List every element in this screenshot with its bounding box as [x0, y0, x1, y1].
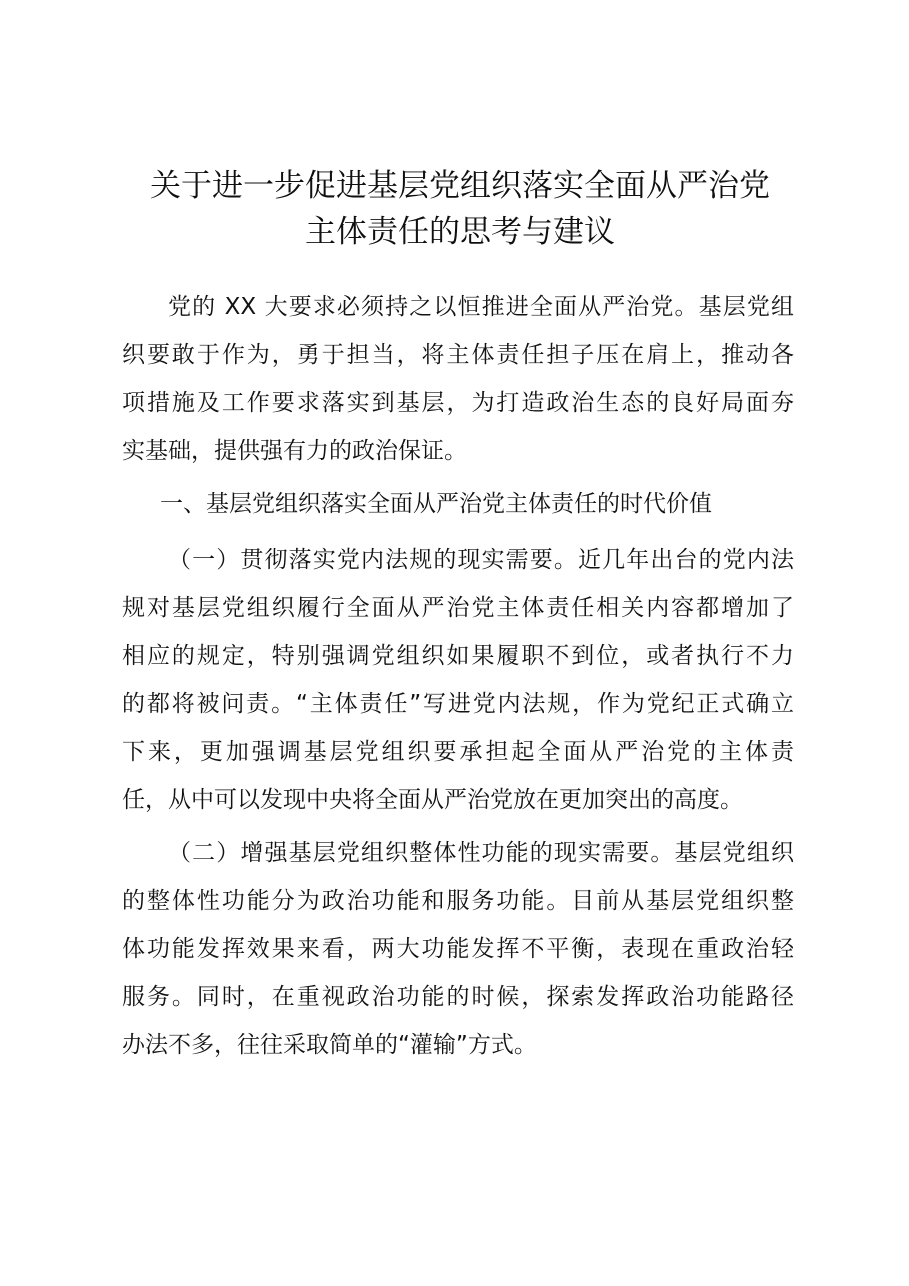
paragraph-line: 的整体性功能分为政治功能和服务功能。目前从基层党组织整	[122, 888, 794, 914]
paragraph-line: 任，从中可以发现中央将全面从严治党放在更加突出的高度。	[122, 787, 743, 813]
section-heading	[122, 480, 794, 528]
paragraph-line: 相应的规定，特别强调党组织如果履职不到位，或者执行不力	[122, 643, 794, 669]
paragraph-line: （二）增强基层党组织整体性功能的现实需要。基层党组织	[168, 840, 794, 866]
paragraph-line: 党的 XX 大要求必须持之以恒推进全面从严治党。基层党组	[168, 294, 794, 320]
paragraph-line: 的都将被问责。“主体责任”写进党内法规，作为党纪正式确立	[122, 691, 794, 717]
paragraph-line: 实基础，提供强有力的政治保证。	[122, 438, 467, 464]
paragraph-line: 办法不多，往往采取简单的“灌输”方式。	[122, 1032, 537, 1058]
paragraph-line: 规对基层党组织履行全面从严治党主体责任相关内容都增加了	[122, 595, 794, 621]
section-heading-text: 一、基层党组织落实全面从严治党主体责任的时代价值	[160, 491, 712, 517]
paragraph-line: 织要敢于作为，勇于担当，将主体责任担子压在肩上，推动各	[122, 342, 794, 368]
subsection-1-paragraph	[122, 536, 794, 824]
document-title-line-1: 关于进一步促进基层党组织落实全面从严治党	[150, 168, 770, 204]
paragraph-line: 项措施及工作要求落实到基层，为打造政治生态的良好局面夯	[122, 390, 794, 416]
paragraph-line: 下来，更加强调基层党组织要承担起全面从严治党的主体责	[122, 739, 794, 765]
paragraph-line: （一）贯彻落实党内法规的现实需要。近几年出台的党内法	[168, 547, 794, 573]
subsection-2-paragraph	[122, 829, 794, 1069]
document-title-line-2: 主体责任的思考与建议	[305, 214, 615, 250]
paragraph-line: 服务。同时，在重视政治功能的时候，探索发挥政治功能路径	[122, 984, 794, 1010]
intro-paragraph	[122, 283, 794, 475]
paragraph-line: 体功能发挥效果来看，两大功能发挥不平衡，表现在重政治轻	[122, 936, 794, 962]
